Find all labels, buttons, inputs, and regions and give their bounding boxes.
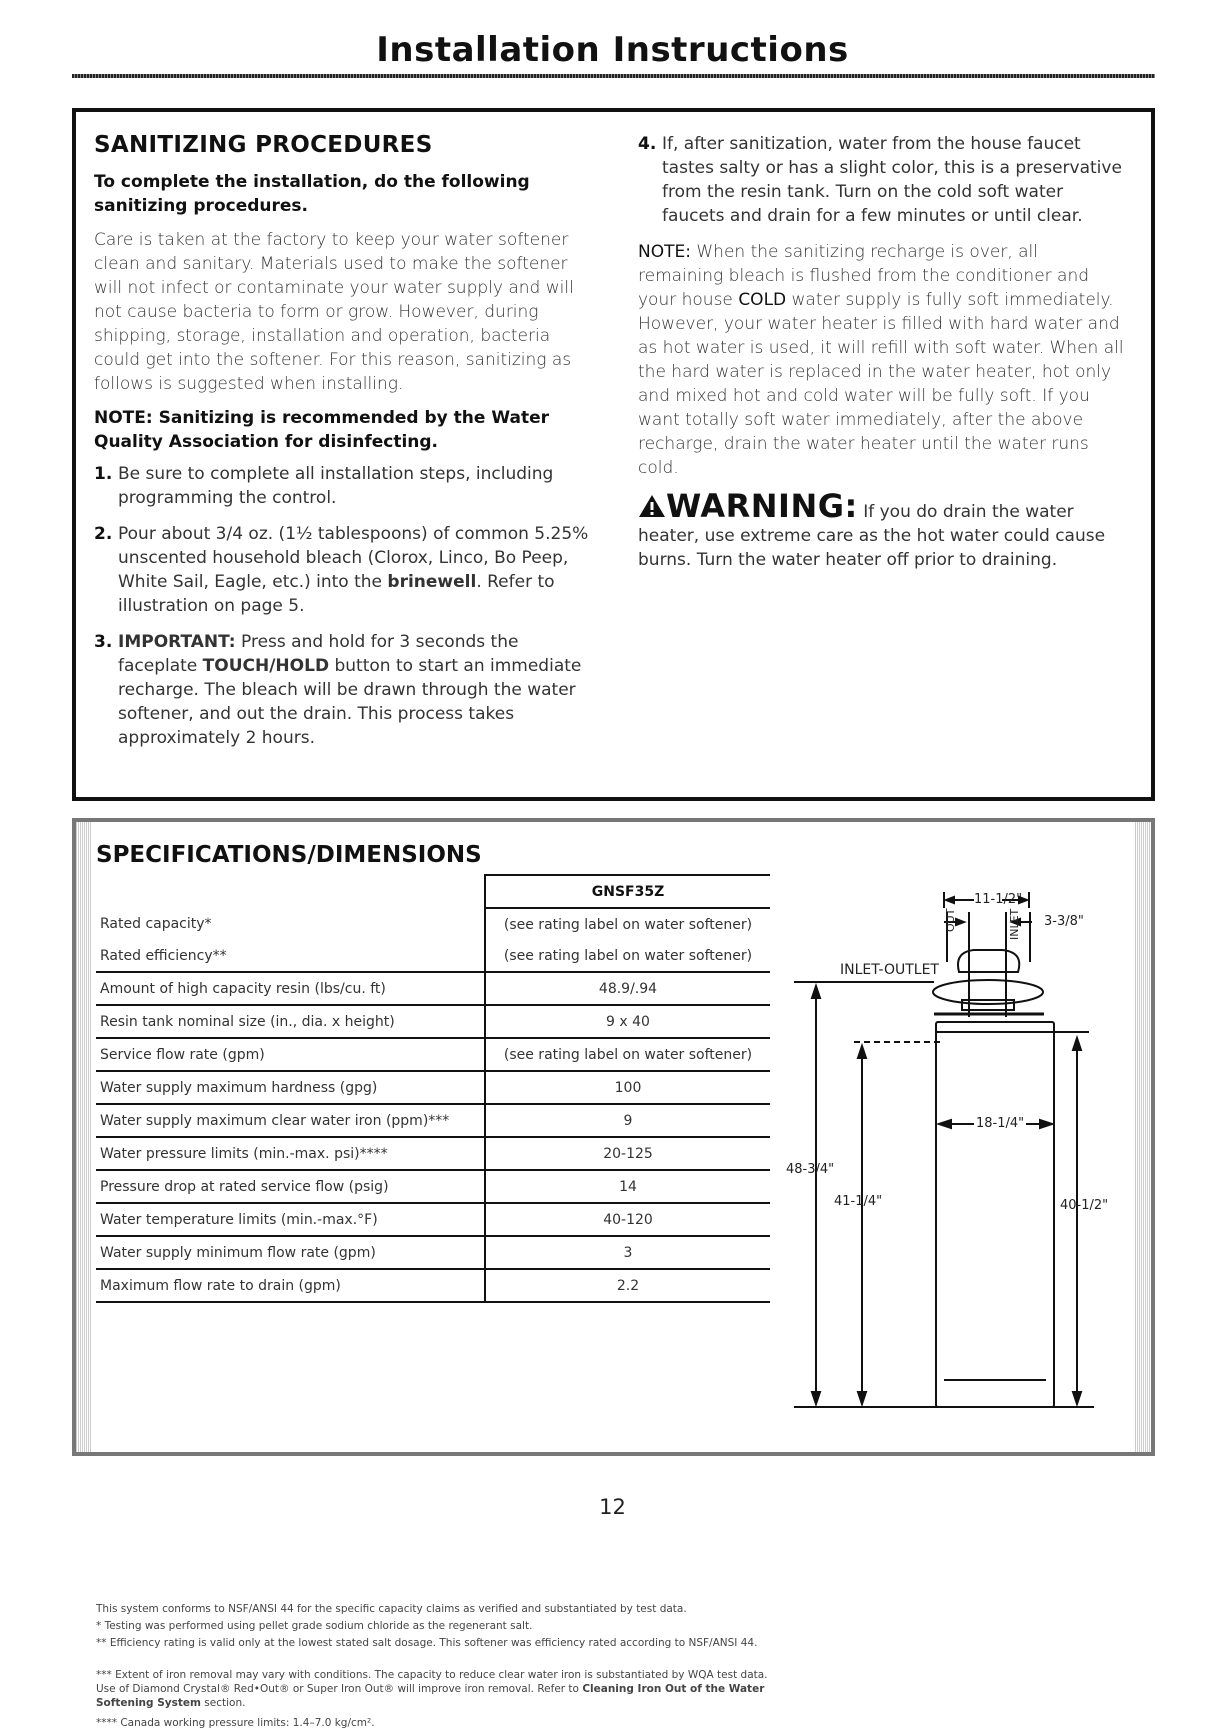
table-row bbox=[96, 1071, 770, 1104]
spec-value: 100 bbox=[485, 1071, 770, 1104]
model-header: GNSF35Z bbox=[485, 875, 770, 908]
sanitizing-note: NOTE: Sanitizing is recommended by the Water Quality Association for disinfecting. bbox=[94, 408, 549, 452]
specifications-heading: SPECIFICATIONS/DIMENSIONS bbox=[96, 842, 482, 868]
spec-label: Water pressure limits (min.-max. psi)**** bbox=[96, 1137, 485, 1170]
spec-value: 48.9/.94 bbox=[485, 972, 770, 1005]
inlet-label: INLET bbox=[1008, 908, 1021, 940]
recharge-note-cold: COLD bbox=[738, 290, 787, 310]
spec-value: (see rating label on water softener) bbox=[485, 1038, 770, 1071]
sanitizing-steps bbox=[94, 462, 599, 750]
spec-value: 20-125 bbox=[485, 1137, 770, 1170]
step-3-text-b: button to start an immediate recharge. The bleach will be drawn through the water softener, and out the drain. This process takes approximately 2 hours. bbox=[118, 656, 582, 748]
dimension-inlet-height: 41-1/4" bbox=[834, 1194, 883, 1209]
sanitizing-steps-continued bbox=[638, 132, 1126, 228]
spec-label: Resin tank nominal size (in., dia. x height) bbox=[96, 1005, 485, 1038]
table-row bbox=[96, 1203, 770, 1236]
step-1 bbox=[94, 462, 599, 510]
spec-value: 9 bbox=[485, 1104, 770, 1137]
spec-label: Water supply maximum hardness (gpg) bbox=[96, 1071, 485, 1104]
footnote-3-section-ref: Cleaning Iron Out of the Water Softening System bbox=[96, 1683, 765, 1709]
sanitizing-intro: Care is taken at the factory to keep your water softener clean and sanitary. Materials used to make the softener will not infect or contaminate your water supply and will not cause bacteria to form or grow. However, during shipping, storage, installation and operation, bacteria could get into the softener. For this reason, sanitizing as follows is suggested when installing. bbox=[94, 230, 574, 394]
dimension-total-height: 48-3/4" bbox=[786, 1162, 835, 1177]
spec-label: Water temperature limits (min.-max.°F) bbox=[96, 1203, 485, 1236]
step-3-text-a: Press and hold for 3 seconds the faceplate bbox=[118, 632, 519, 676]
warning-text: If you do drain the water heater, use extreme care as the hot water could cause burns. Turn the water heater off prior to draining. bbox=[638, 502, 1106, 570]
spec-value: 9 x 40 bbox=[485, 1005, 770, 1038]
step-2-number: 2. bbox=[94, 524, 113, 544]
recharge-note-text-b: water supply is fully soft immediately. However, your water heater is filled with hard water and as hot water is used, it will refill with soft water. When all the hard water is replaced in the water heater, hot only and mixed hot and cold water will be fully soft. If you want totally soft water immediately, after the above recharge, drain the water heater until the water runs cold. bbox=[638, 290, 1124, 478]
spec-value: 2.2 bbox=[485, 1269, 770, 1302]
step-4-text: If, after sanitization, water from the house faucet tastes salty or has a slight color, this is a preservative from the resin tank. Turn on the cold soft water faucets and drain for a few minutes or until clear. bbox=[662, 134, 1122, 226]
spec-label: Rated efficiency** bbox=[96, 940, 485, 972]
sanitizing-heading: SANITIZING PROCEDURES bbox=[94, 132, 433, 158]
page-number: 12 bbox=[599, 1495, 626, 1519]
table-row bbox=[96, 1104, 770, 1137]
recharge-note-label: NOTE: bbox=[638, 242, 691, 262]
page-title: Installation Instructions bbox=[376, 30, 849, 70]
footnote-3-text-c: section. bbox=[200, 1697, 246, 1709]
table-row bbox=[96, 972, 770, 1005]
warning-heading bbox=[638, 487, 858, 525]
specifications-box bbox=[72, 818, 1155, 1729]
step-2-text-b: . Refer to illustration on page 5. bbox=[118, 572, 555, 616]
step-1-text: Be sure to complete all installation steps, including programming the control. bbox=[118, 464, 554, 508]
spec-label: Service flow rate (gpm) bbox=[96, 1038, 485, 1071]
sanitizing-right-column bbox=[638, 132, 1126, 572]
step-3-important: IMPORTANT: bbox=[118, 632, 236, 652]
step-2-brinewell: brinewell bbox=[387, 572, 477, 592]
step-4 bbox=[638, 132, 1126, 228]
table-header-blank bbox=[96, 875, 485, 908]
sanitizing-lead: To complete the installation, do the following sanitizing procedures. bbox=[94, 172, 530, 216]
footnote-3-text-a: *** Extent of iron removal may vary with conditions. The capacity to reduce clear water iron is substantiated by WQA test data. Use of Diamond Crystal® Red•Out® or Super Iron Out® will improve iron removal. Refer to bbox=[96, 1669, 768, 1695]
step-2 bbox=[94, 522, 599, 618]
specifications-inner bbox=[92, 822, 1135, 1729]
sanitizing-left-column bbox=[94, 132, 599, 762]
dimension-top-width: 11-1/2" bbox=[974, 892, 1023, 907]
footnote-2: ** Efficiency rating is valid only at the lowest stated salt dosage. This softener was efficiency rated according to NSF/ANSI 44. bbox=[96, 1637, 758, 1649]
footnote-4: **** Canada working pressure limits: 1.4–7.0 kg/cm². bbox=[96, 1717, 375, 1729]
warning-block bbox=[638, 487, 1126, 572]
specifications-table bbox=[96, 874, 770, 1303]
table-row bbox=[96, 1236, 770, 1269]
spec-value: (see rating label on water softener) bbox=[485, 908, 770, 940]
recharge-note-text-a: When the sanitizing recharge is over, all remaining bleach is flushed from the conditioner and your house bbox=[638, 242, 1090, 310]
softener-dimensions-diagram bbox=[784, 872, 1134, 1432]
recharge-note bbox=[638, 240, 1126, 480]
spec-value: 40-120 bbox=[485, 1203, 770, 1236]
spec-value: 14 bbox=[485, 1170, 770, 1203]
table-row bbox=[96, 1005, 770, 1038]
step-1-number: 1. bbox=[94, 464, 113, 484]
table-row bbox=[96, 1269, 770, 1302]
title-rule bbox=[72, 74, 1155, 78]
softener-outline-drawing bbox=[784, 872, 1134, 1432]
dimension-pipe-offset: 3-3/8" bbox=[1044, 914, 1084, 929]
out-label: OUT bbox=[944, 908, 957, 932]
table-row bbox=[96, 1038, 770, 1071]
footnote-3 bbox=[96, 1668, 776, 1710]
spec-label: Amount of high capacity resin (lbs/cu. ft) bbox=[96, 972, 485, 1005]
warning-triangle-icon bbox=[638, 494, 666, 518]
table-row bbox=[96, 908, 770, 940]
warning-label: WARNING: bbox=[666, 487, 858, 525]
step-3 bbox=[94, 630, 599, 750]
spec-value: (see rating label on water softener) bbox=[485, 940, 770, 972]
inlet-outlet-label: INLET-OUTLET bbox=[840, 962, 939, 978]
spec-label: Water supply minimum flow rate (gpm) bbox=[96, 1236, 485, 1269]
table-row bbox=[96, 1170, 770, 1203]
spec-value: 3 bbox=[485, 1236, 770, 1269]
dimension-tank-width: 18-1/4" bbox=[976, 1116, 1025, 1131]
table-header-row bbox=[96, 875, 770, 908]
step-3-number: 3. bbox=[94, 632, 113, 652]
sanitizing-box bbox=[72, 108, 1155, 801]
step-3-touch-hold: TOUCH/HOLD bbox=[202, 656, 330, 676]
footnote-conformance: This system conforms to NSF/ANSI 44 for the specific capacity claims as verified and substantiated by test data. bbox=[96, 1603, 687, 1615]
table-row bbox=[96, 940, 770, 972]
table-row bbox=[96, 1137, 770, 1170]
footnote-1: * Testing was performed using pellet grade sodium chloride as the regenerant salt. bbox=[96, 1620, 533, 1632]
step-2-text-a: Pour about 3/4 oz. (1½ tablespoons) of common 5.25% unscented household bleach (Clorox, Linco, Bo Peep, White Sail, Eagle, etc.) into the bbox=[118, 524, 589, 592]
step-4-number: 4. bbox=[638, 134, 657, 154]
dimension-tank-height: 40-1/2" bbox=[1060, 1198, 1109, 1213]
spec-label: Water supply maximum clear water iron (ppm)*** bbox=[96, 1104, 485, 1137]
spec-label: Rated capacity* bbox=[100, 916, 212, 932]
spec-label: Pressure drop at rated service flow (psig) bbox=[96, 1170, 485, 1203]
spec-label: Maximum flow rate to drain (gpm) bbox=[96, 1269, 485, 1302]
